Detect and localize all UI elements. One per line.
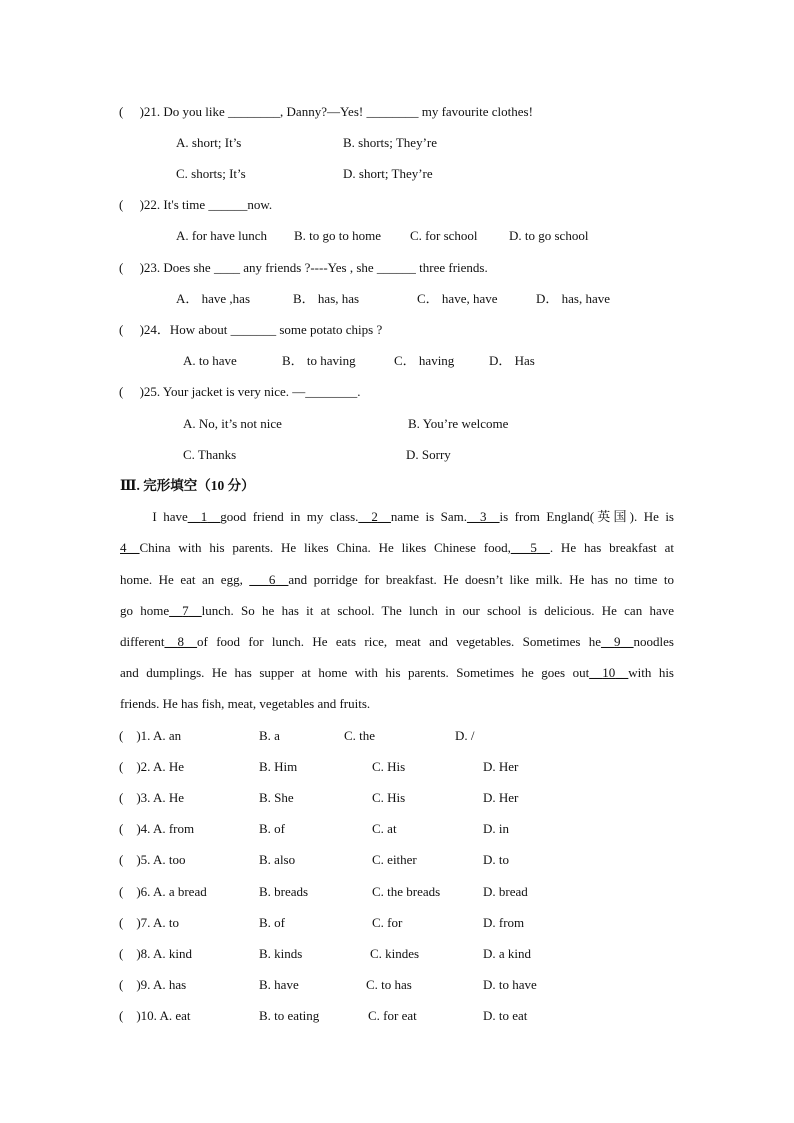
question-22: ( )22. It's time ______now. bbox=[119, 197, 273, 212]
cloze-8-d: D. a kind bbox=[483, 946, 532, 961]
cloze-4-c: C. at bbox=[372, 821, 397, 836]
question-25: ( )25. Your jacket is very nice. —________. bbox=[119, 384, 361, 399]
option-23a: A． have ,has bbox=[176, 291, 251, 306]
option-24d: D． Has bbox=[489, 353, 535, 368]
option-21d: D. short; They’re bbox=[343, 166, 433, 181]
option-23c: C． have, have bbox=[417, 291, 498, 306]
cloze-1-c: C. the bbox=[344, 728, 376, 743]
cloze-5-d: D. to bbox=[483, 852, 509, 867]
option-25c: C. Thanks bbox=[183, 447, 237, 462]
option-22c: C. for school bbox=[410, 228, 478, 243]
cloze-5: ( )5. A. too bbox=[119, 852, 186, 867]
passage-line: and dumplings. He has supper at home with his parents. Sometimes he goes out__10__with his bbox=[120, 665, 674, 680]
passage-line: home. He eat an egg, ___6__and porridge for breakfast. He doesn’t like milk. He has no time to bbox=[120, 572, 674, 587]
cloze-5-c: C. either bbox=[372, 852, 417, 867]
cloze-2-c: C. His bbox=[372, 759, 406, 774]
cloze-9-d: D. to have bbox=[483, 977, 537, 992]
option-23d: D． has, have bbox=[536, 291, 611, 306]
cloze-9: ( )9. A. has bbox=[119, 977, 187, 992]
section-title: Ⅲ. 完形填空（10 分） bbox=[120, 478, 255, 493]
passage-line: different__8__of food for lunch. He eats rice, meat and vegetables. Sometimes he__9__noodles bbox=[120, 634, 674, 649]
cloze-10-b: B. to eating bbox=[259, 1008, 320, 1023]
cloze-7-d: D. from bbox=[483, 915, 525, 930]
cloze-8-b: B. kinds bbox=[259, 946, 303, 961]
cloze-2: ( )2. A. He bbox=[119, 759, 184, 774]
option-22a: A. for have lunch bbox=[176, 228, 267, 243]
cloze-6-d: D. bread bbox=[483, 884, 528, 899]
cloze-7: ( )7. A. to bbox=[119, 915, 179, 930]
cloze-6-c: C. the breads bbox=[372, 884, 441, 899]
option-24a: A. to have bbox=[183, 353, 237, 368]
option-23b: B． has, has bbox=[293, 291, 360, 306]
cloze-2-d: D. Her bbox=[483, 759, 519, 774]
cloze-1: ( )1. A. an bbox=[119, 728, 182, 743]
option-21c: C. shorts; It’s bbox=[176, 166, 246, 181]
cloze-10-c: C. for eat bbox=[368, 1008, 417, 1023]
cloze-6: ( )6. A. a bread bbox=[119, 884, 207, 899]
cloze-7-c: C. for bbox=[372, 915, 403, 930]
cloze-1-d: D. / bbox=[455, 728, 475, 743]
cloze-8: ( )8. A. kind bbox=[119, 946, 192, 961]
option-25d: D. Sorry bbox=[406, 447, 451, 462]
passage-line: I have__1__good friend in my class.__2__name is Sam.__3__is from England(英国). He is bbox=[120, 509, 674, 524]
cloze-3-b: B. She bbox=[259, 790, 294, 805]
cloze-9-b: B. have bbox=[259, 977, 299, 992]
option-25a: A. No, it’s not nice bbox=[183, 416, 282, 431]
cloze-8-c: C. kindes bbox=[370, 946, 420, 961]
cloze-2-b: B. Him bbox=[259, 759, 298, 774]
cloze-4: ( )4. A. from bbox=[119, 821, 195, 836]
cloze-3-d: D. Her bbox=[483, 790, 519, 805]
cloze-4-d: D. in bbox=[483, 821, 509, 836]
option-24b: B． to having bbox=[282, 353, 356, 368]
passage-line: friends. He has fish, meat, vegetables and fruits. bbox=[120, 696, 371, 711]
option-25b: B. You’re welcome bbox=[408, 416, 509, 431]
cloze-6-b: B. breads bbox=[259, 884, 309, 899]
question-23: ( )23. Does she ____ any friends ?----Yes , she ______ three friends. bbox=[119, 260, 488, 275]
question-21: ( )21. Do you like ________, Danny?—Yes! ________ my favourite clothes! bbox=[119, 104, 533, 119]
cloze-4-b: B. of bbox=[259, 821, 285, 836]
option-22d: D. to go school bbox=[509, 228, 589, 243]
option-24c: C． having bbox=[394, 353, 455, 368]
option-21b: B. shorts; They’re bbox=[343, 135, 437, 150]
cloze-9-c: C. to has bbox=[366, 977, 412, 992]
cloze-10-d: D. to eat bbox=[483, 1008, 528, 1023]
passage-line: go home__7__lunch. So he has it at school. The lunch in our school is delicious. He can have bbox=[120, 603, 674, 618]
question-24: ( )24．How about _______ some potato chips ? bbox=[119, 322, 383, 337]
cloze-10: ( )10. A. eat bbox=[119, 1008, 191, 1023]
cloze-5-b: B. also bbox=[259, 852, 296, 867]
cloze-3: ( )3. A. He bbox=[119, 790, 184, 805]
cloze-3-c: C. His bbox=[372, 790, 406, 805]
cloze-1-b: B. a bbox=[259, 728, 280, 743]
option-21a: A. short; It’s bbox=[176, 135, 242, 150]
passage-line: 4__China with his parents. He likes China. He likes Chinese food,___5__. He has breakfast at bbox=[120, 540, 674, 555]
option-22b: B. to go to home bbox=[294, 228, 382, 243]
cloze-7-b: B. of bbox=[259, 915, 285, 930]
